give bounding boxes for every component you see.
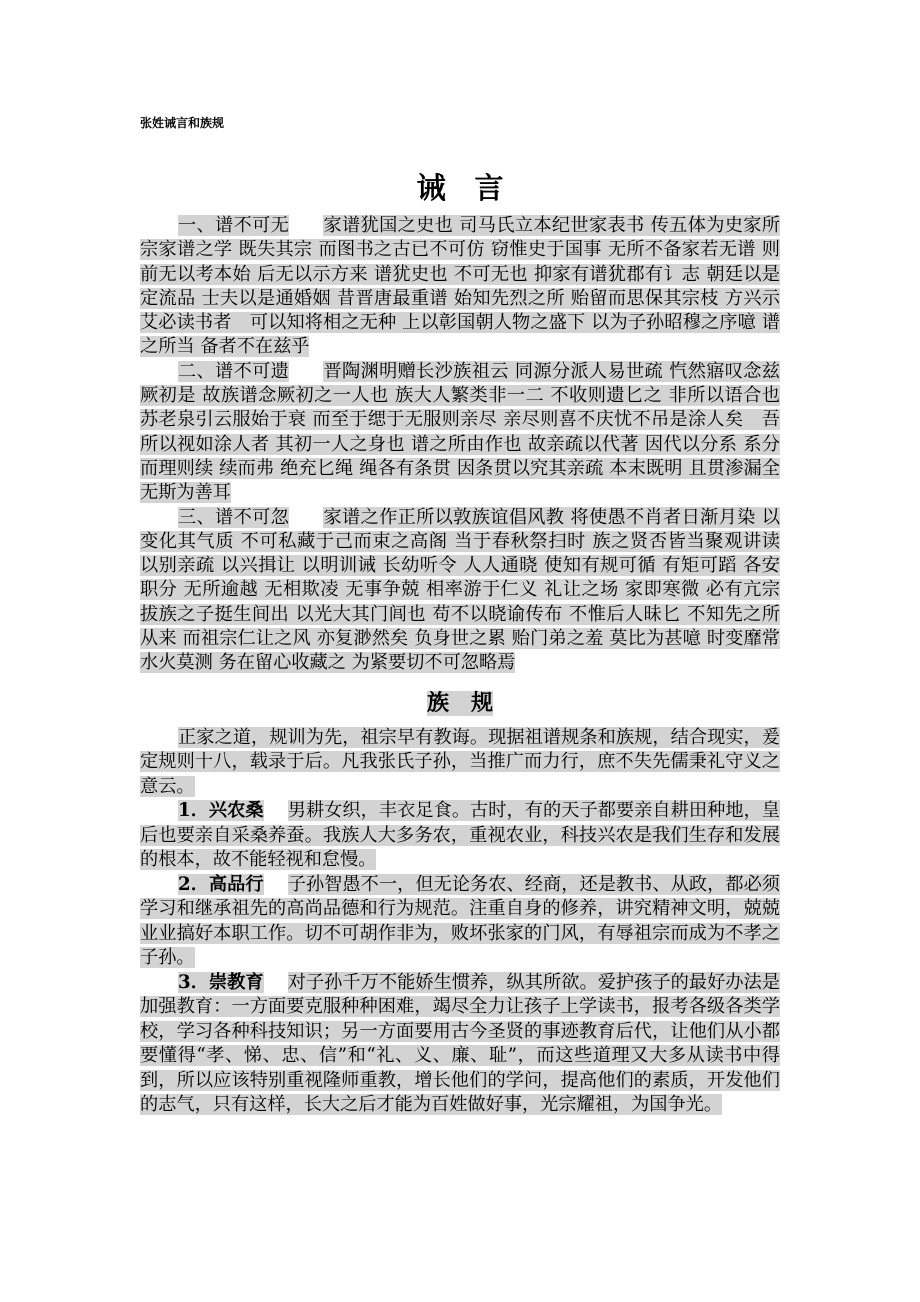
admonition-paragraph-3 [140, 506, 780, 676]
admonition-body: 家谱犹国之史也 司马氏立本纪世家表书 传五体为史家所宗家谱之学 既失其宗 而图书之古已不可仿 窃惟史于国事 无所不备家若无谱 则前无以考本始 后无以示方来 谱犹史也 不可无也 抑家有谱犹郡有讠志 朝廷以是定流品 士夫以是通婚姻 昔晋唐最重谱 始知先烈之所 贻留而思保其宗枝 方兴示艾必读书者 可以知将相之无种 上以彰国朝人物之盛下 以为子孙昭穆之序噫 谱之所当 备者不在兹乎 [140, 215, 780, 358]
admonition-body: 晋陶渊明赠长沙族祖云 同源分派人易世疏 忾然寤叹念兹厥初是 故族谱念厥初之一人也 族大人繁类非一二 不收则遗匕之 非所以语合也 苏老泉引云服始于衰 而至于缌于无服则亲尽 亲尽则喜不庆忧不吊是涂人矣 吾所以视如涂人者 其初一人之身也 谱之所由作也 故亲疏以代著 因代以分系 系分而理则续 续而弗 绝充匕绳 绳各有条贯 因条贯以究其亲疏 本末既明 且贯渗漏全无斯为善耳 [140, 360, 780, 504]
admonition-lead: 一、谱不可无 [178, 215, 290, 236]
rule-heading: 2．高品行 [178, 873, 264, 895]
document-header-label: 张姓诫言和族规 [140, 116, 225, 130]
admonition-lead: 二、谱不可遗 [178, 360, 290, 382]
rules-intro [140, 726, 780, 800]
admonitions-title: 诫 言 [416, 171, 504, 205]
rules-intro-text: 正家之道，规训为先，祖宗早有教诲。现据祖谱规条和族规，结合现实，爰定规则十八，载录于后。凡我张氏子孙，当推广而力行，庶不失先儒秉礼守义之意云。 [140, 726, 780, 797]
rule-body: 对子孙千万不能娇生惯养，纵其所欲。爱护孩子的最好办法是加强教育：一方面要克服种种困难，竭尽全力让孩子上学读书，报考各级各类学校，学习各种科技知识；另一方面要用古今圣贤的事迹教育后代，让他们从小都要懂得“孝、悌、忠、信”和“礼、义、廉、耻”，而这些道理又大多从读书中得到，所以应该特别重视隆师重教，增长他们的学问，提高他们的素质，开发他们的志气，只有这样，长大之后才能为百姓做好事，光宗耀祖，为国争光。 [140, 971, 780, 1116]
rule-body: 男耕女织，丰衣足食。古时，有的天子都要亲自耕田种地，皇后也要亲自采桑养蚕。我族人大多务农，重视农业，科技兴农是我们生存和发展的根本，故不能轻视和怠慢。 [140, 800, 780, 871]
rule-item-1 [140, 799, 780, 873]
rule-heading: 3．崇教育 [178, 971, 264, 993]
rule-item-2 [140, 873, 780, 971]
admonition-paragraph-1 [140, 214, 780, 360]
admonition-lead: 三、谱不可忽 [178, 506, 290, 528]
rules-title-text: 族 规 [426, 690, 493, 716]
rule-heading: 1．兴农桑 [178, 800, 264, 822]
document-body [140, 168, 780, 1118]
rules-title [140, 684, 780, 724]
rule-body: 子孙智愚不一，但无论务农、经商，还是教书、从政，都必须学习和继承祖先的高尚品德和行为规范。注重自身的修养，讲究精神文明，兢兢业业搞好本职工作。切不可胡作非为，败坏张家的门风，有辱祖宗而成为不孝之子孙。 [140, 873, 780, 969]
admonition-body: 家谱之作正所以敦族谊倡风教 将使愚不肖者日渐月染 以变化其气质 不可私藏于己而束之高阁 当于春秋祭扫时 族之贤否皆当聚观讲读 以别亲疏 以兴揖让 以明训诫 长幼听令 人人通晓 使知有规可循 有矩可蹈 各安职分 无所逾越 无相欺凌 无事争兢 相率游于仁义 礼让之场 家即寒微 必有亢宗拔族之子挺生间出 以光大其门闾也 苟不以晓谕传布 不惟后人昧匕 不知先之所从来 而祖宗仁让之风 亦复渺然矣 负身世之累 贻门弟之羞 莫比为甚噫 时变靡常水火莫测 务在留心收藏之 为紧要切不可忽略焉 [140, 506, 780, 674]
rule-item-3 [140, 971, 780, 1118]
admonition-paragraph-2 [140, 360, 780, 506]
